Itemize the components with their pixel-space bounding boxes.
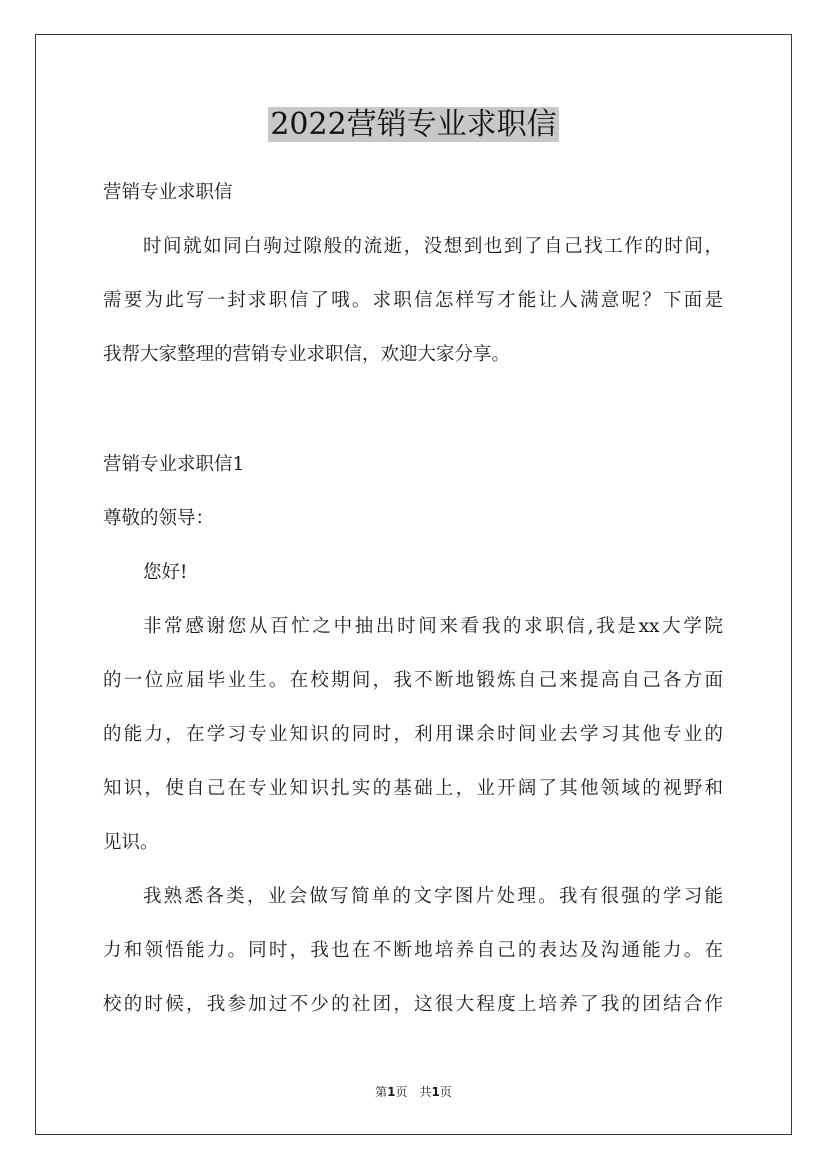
paragraph-1-line: 的能力，在学习专业知识的同时，利用课余时间业去学习其他专业的 bbox=[103, 724, 723, 745]
footer-page-prefix: 第 bbox=[375, 1085, 388, 1099]
document-title bbox=[0, 104, 827, 144]
intro-paragraph-line: 需要为此写一封求职信了哦。求职信怎样写才能让人满意呢？下面是 bbox=[103, 290, 723, 311]
greeting: 您好! bbox=[143, 562, 188, 583]
intro-heading: 营销专业求职信 bbox=[103, 182, 233, 203]
footer-page-number: 1 bbox=[387, 1085, 396, 1099]
section-heading: 营销专业求职信1 bbox=[103, 454, 245, 475]
paragraph-2-line: 校的时候，我参加过不少的社团，这很大程度上培养了我的团结合作 bbox=[103, 994, 723, 1015]
salutation: 尊敬的领导： bbox=[103, 508, 215, 529]
paragraph-1-line: 见识。 bbox=[103, 832, 159, 853]
footer-page-suffix: 页 bbox=[439, 1085, 452, 1099]
paragraph-1-line: 的一位应届毕业生。在校期间，我不断地锻炼自己来提高自己各方面 bbox=[103, 670, 723, 691]
footer-page-total: 1 bbox=[431, 1085, 440, 1099]
intro-paragraph-line: 时间就如同白驹过隙般的流逝，没想到也到了自己找工作的时间， bbox=[143, 236, 723, 257]
paragraph-1-line: 非常感谢您从百忙之中抽出时间来看我的求职信,我是xx大学院 bbox=[143, 616, 723, 637]
footer-page-mid: 页 共 bbox=[395, 1085, 432, 1099]
document-title-text: 2022营销专业求职信 bbox=[270, 107, 557, 142]
intro-paragraph-line: 我帮大家整理的营销专业求职信，欢迎大家分享。 bbox=[103, 344, 511, 365]
page-footer bbox=[0, 1084, 827, 1100]
paragraph-2-line: 我熟悉各类，业会做写简单的文字图片处理。我有很强的学习能 bbox=[143, 886, 723, 907]
paragraph-2-line: 力和领悟能力。同时，我也在不断地培养自己的表达及沟通能力。在 bbox=[103, 940, 723, 961]
paragraph-1-line: 知识，使自己在专业知识扎实的基础上，业开阔了其他领域的视野和 bbox=[103, 778, 723, 799]
